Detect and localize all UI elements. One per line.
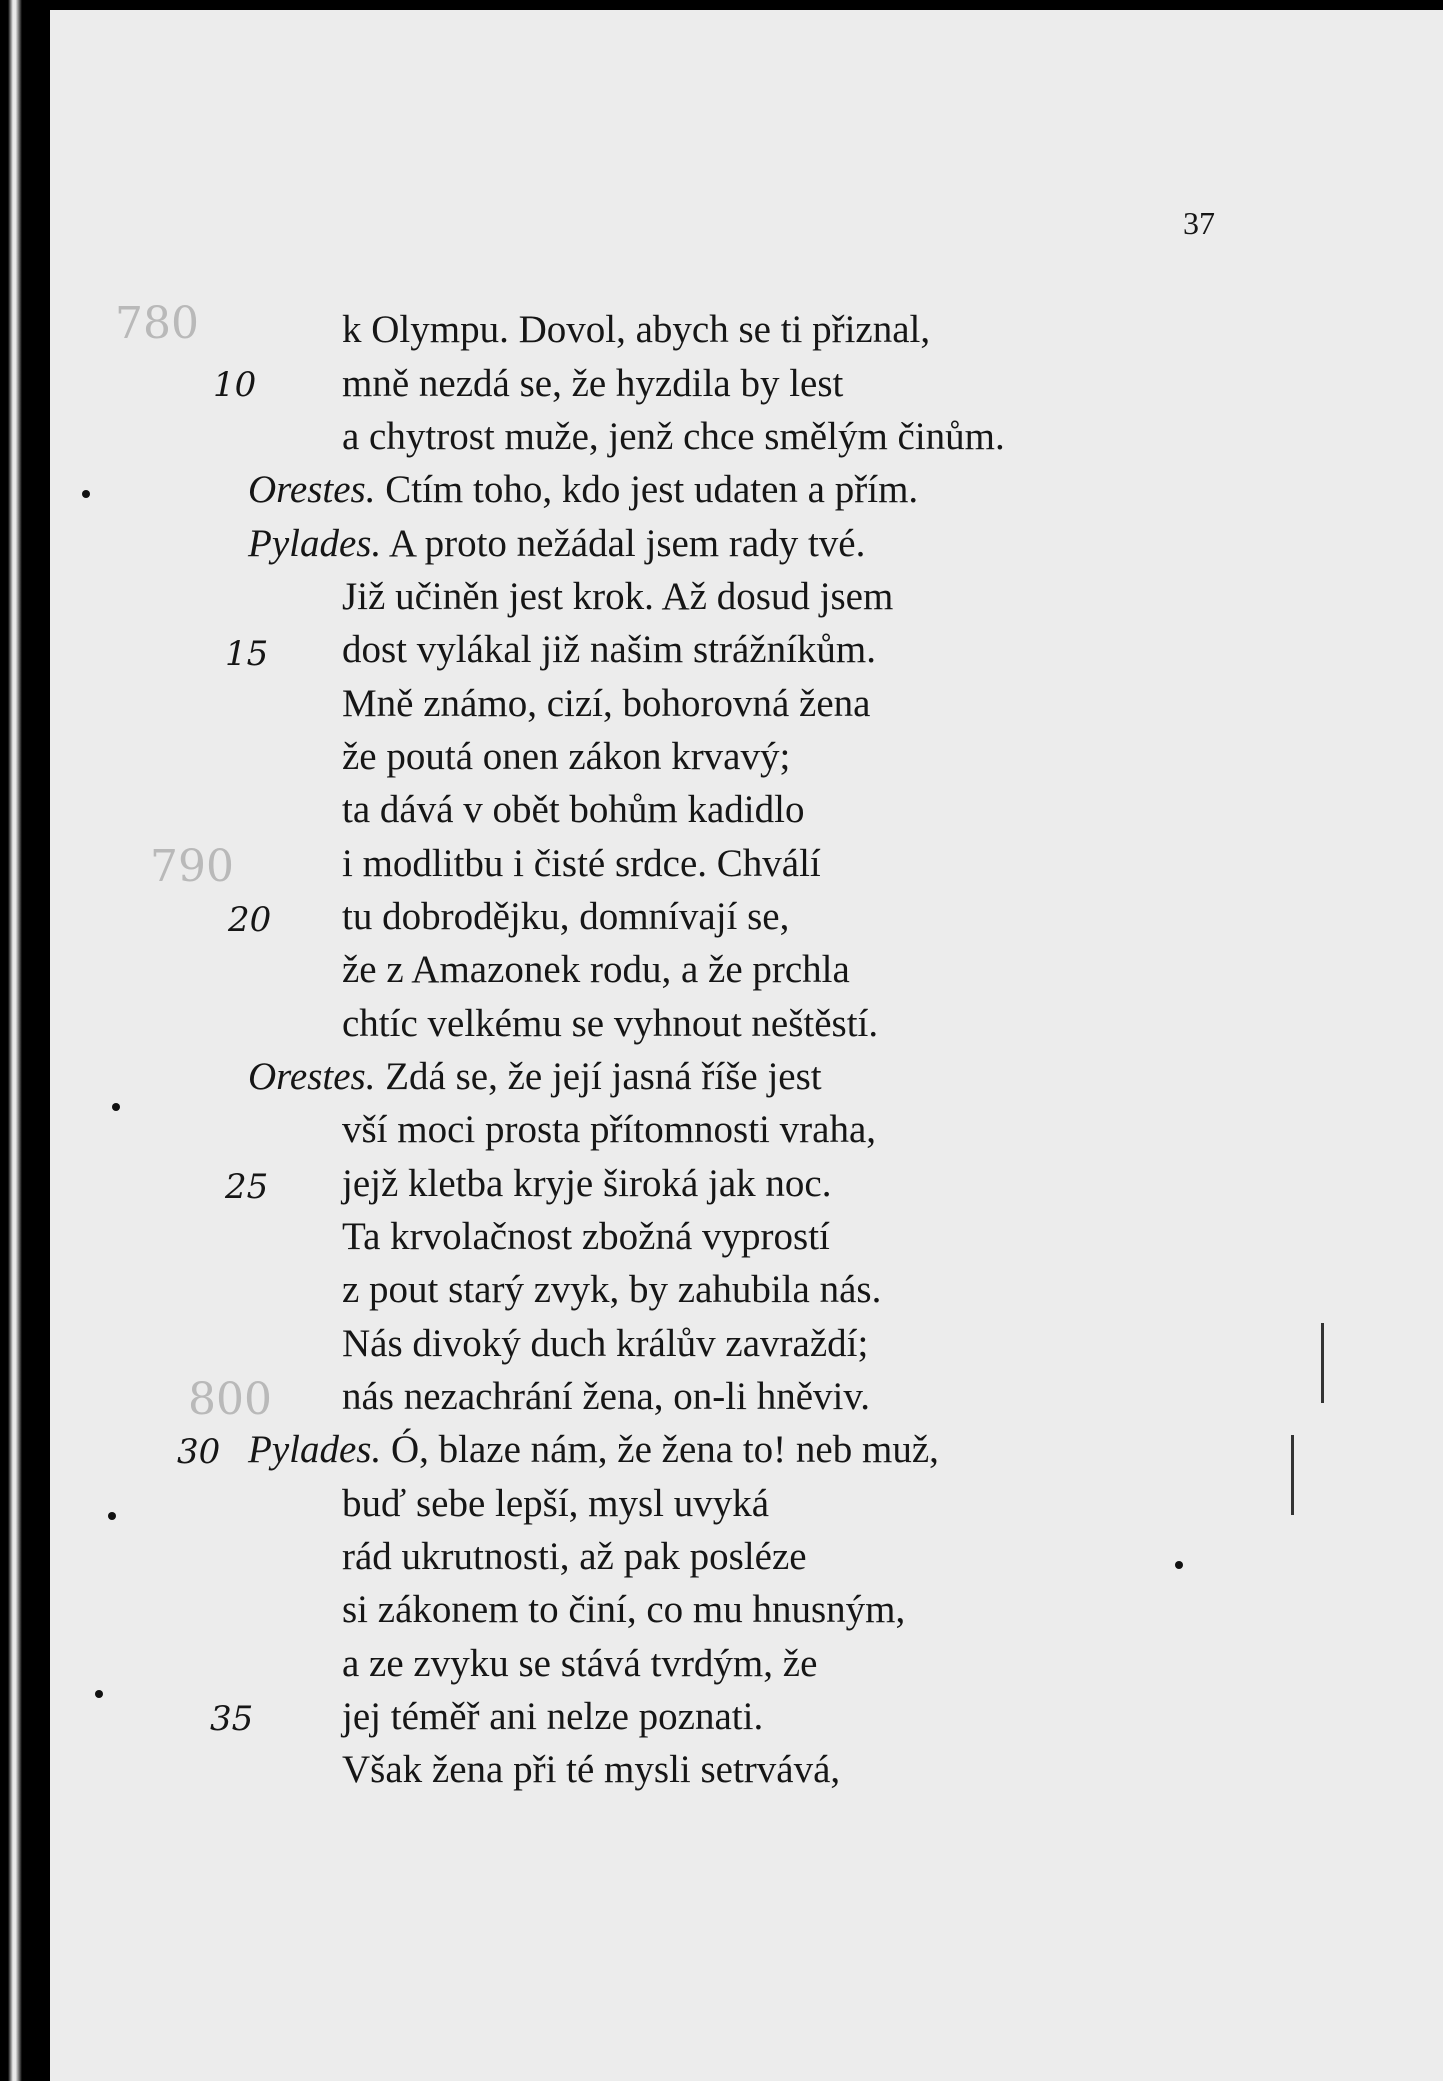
- verse-text-content: Ta krvolačnost zbožná vyprostí: [342, 1215, 830, 1258]
- ink-speck: [1175, 1561, 1183, 1569]
- ink-speck: [108, 1512, 116, 1520]
- verse-line: [342, 577, 893, 616]
- verse-text-content: si zákonem to činí, co mu hnusným,: [342, 1588, 906, 1631]
- book-page: [50, 10, 1443, 2081]
- verse-line: [248, 470, 918, 509]
- verse-line: [342, 737, 790, 776]
- verse-line: [342, 1164, 831, 1203]
- verse-line: [248, 1430, 939, 1469]
- pencil-margin-mark: [1321, 1323, 1324, 1403]
- margin-line-number: 15: [225, 634, 269, 674]
- ink-speck: [112, 1103, 120, 1111]
- verse-text-content: buď sebe lepší, mysl uvyká: [342, 1482, 770, 1525]
- verse-text-content: ta dává v obět bohům kadidlo: [342, 788, 805, 831]
- verse-line: [342, 790, 804, 829]
- verse-line: [342, 1750, 840, 1789]
- verse-text-content: Zdá se, že její jasná říše jest: [385, 1055, 822, 1098]
- verse-text-content: tu dobroděјku, domnívají se,: [342, 895, 790, 938]
- verse-text-content: jejž kletba kryje široká jak noc.: [342, 1162, 832, 1205]
- verse-line: [342, 684, 870, 723]
- verse-line: [248, 1057, 822, 1096]
- verse-line: [342, 310, 930, 349]
- page-number: 37: [1183, 205, 1215, 241]
- verse-line: [342, 1004, 878, 1043]
- speaker-name: Pylades.: [248, 522, 382, 565]
- verse-line: [342, 950, 850, 989]
- speaker-name: Orestes.: [248, 468, 376, 511]
- verse-text-content: mně nezdá se, že hyzdila by lest: [342, 362, 844, 405]
- verse-text-content: že poutá onen zákon krvavý;: [342, 735, 791, 778]
- verse-line: [342, 1324, 868, 1363]
- speaker-name: Orestes.: [248, 1055, 376, 1098]
- verse-text-content: z pout starý zvyk, by zahubila nás.: [342, 1268, 882, 1311]
- verse-line: [342, 1270, 881, 1309]
- verse-text-content: Nás divoký duch králův zavraždí;: [342, 1322, 869, 1365]
- verse-line: [342, 1590, 905, 1629]
- verse-text-content: chtíc velkému se vyhnout neštěstí.: [342, 1002, 879, 1045]
- verse-text-content: a ze zvyku se stává tvrdým, že: [342, 1642, 818, 1685]
- verse-text-content: dost vylákal již našim strážníkům.: [342, 628, 876, 671]
- verse-text-content: k Olympu. Dovol, abych se ti přiznal,: [342, 308, 931, 351]
- margin-line-number: 20: [228, 900, 272, 940]
- verse-text-content: Ctím toho, kdo jest udaten a přím.: [385, 468, 919, 511]
- margin-line-number: 25: [225, 1167, 269, 1207]
- margin-line-number: 10: [213, 365, 257, 405]
- ink-speck: [82, 490, 90, 498]
- verse-text-content: že z Amazonek rodu, a že prchla: [342, 948, 850, 991]
- verse-text-content: A proto nežádal jsem rady tvé.: [388, 522, 866, 565]
- verse-text-content: Mně známo, cizí, bohorovná žena: [342, 682, 871, 725]
- verse-line: [342, 1697, 763, 1736]
- margin-line-number: 780: [115, 298, 199, 349]
- verse-text-content: Ó, blaze nám, že žena to! neb muž,: [390, 1428, 939, 1471]
- margin-line-number: 800: [188, 1374, 272, 1425]
- verse-line: [342, 1644, 817, 1683]
- verse-line: [342, 364, 843, 403]
- verse-text-content: Však žena při té mysli setrvává,: [342, 1748, 841, 1791]
- pencil-margin-mark: [1291, 1435, 1294, 1515]
- verse-line: [248, 524, 865, 563]
- verse-line: [342, 1217, 830, 1256]
- margin-line-number: 35: [210, 1699, 254, 1739]
- ink-speck: [95, 1690, 103, 1698]
- verse-text-content: Již učiněn jest krok. Až dosud jsem: [342, 575, 894, 618]
- verse-text-content: i modlitbu i čisté srdce. Chválí: [342, 842, 821, 885]
- verse-text-content: vší moci prosta přítomnosti vraha,: [342, 1108, 877, 1151]
- verse-line: [342, 1377, 870, 1416]
- speaker-name: Pylades.: [248, 1428, 382, 1471]
- verse-line: [342, 844, 821, 883]
- margin-line-number: 790: [150, 841, 234, 892]
- verse-line: [342, 630, 876, 669]
- verse-text-content: jej téměř ani nelze poznati.: [342, 1695, 764, 1738]
- verse-line: [342, 1537, 807, 1576]
- verse-line: [342, 897, 789, 936]
- verse-text-content: a chytrost muže, jenž chce smělým činům.: [342, 415, 1005, 458]
- verse-text-content: nás nezachrání žena, on-li hněviv.: [342, 1375, 871, 1418]
- verse-text-content: rád ukrutnosti, až pak posléze: [342, 1535, 807, 1578]
- book-spine-edge: [8, 0, 22, 2081]
- verse-line: [342, 1110, 876, 1149]
- margin-line-number: 30: [177, 1432, 221, 1472]
- verse-line: [342, 1484, 769, 1523]
- verse-line: [342, 417, 1005, 456]
